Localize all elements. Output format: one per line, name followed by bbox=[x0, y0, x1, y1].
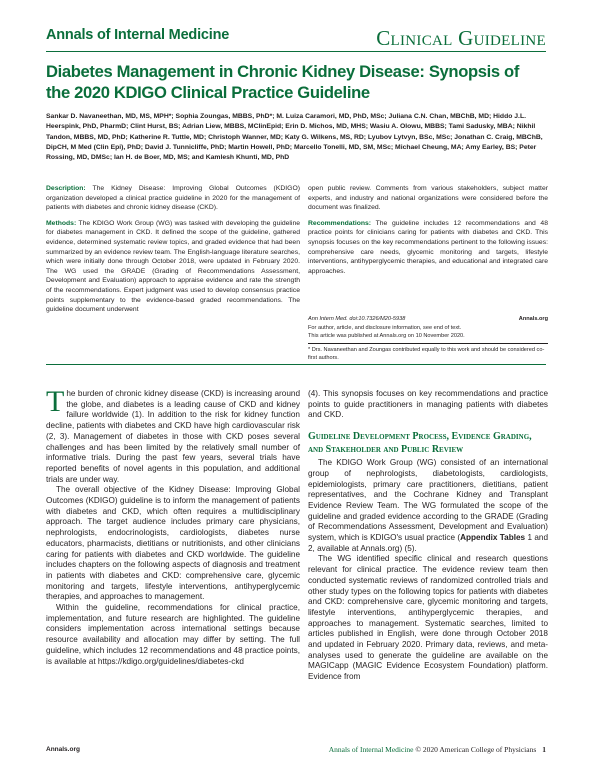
drop-cap: T bbox=[46, 385, 65, 418]
footer-journal: Annals of Internal Medicine bbox=[328, 745, 414, 754]
abstract-description bbox=[46, 184, 300, 213]
citation-site[interactable]: Annals.org bbox=[518, 316, 548, 322]
body-paragraph-2: The overall objective of the Kidney Disease: Improving Global Outcomes (KDIGO) guideline is to inform the management of patients with diabetes and CKD, which often requires a multidisciplinary approach. The target audience includes primary care physicians, nephrologists, endocrinologists, cardiologists, diabetes nurse educators, pharmacists, dietitians or nutritionists, and other clinicians caring for patients with diabetes and CKD worldwide. The guideline includes chapters on the following aspects of diagnosis and treatment in patients with diabetes and CKD: comprehensive care, glycemic monitoring and targets, lifestyle interventions, antihyperglycemic therapies, and approaches to management. bbox=[46, 485, 300, 602]
abstract-recommendations bbox=[308, 219, 548, 277]
body-right-column bbox=[308, 389, 548, 683]
citation-doi: Ann Intern Med. doi:10.7326/M20-5938 bbox=[308, 316, 406, 322]
body-paragraph-1 bbox=[46, 385, 300, 485]
citation-author-info: For author, article, and disclosure information, see end of text. bbox=[308, 324, 462, 331]
footer-info bbox=[329, 745, 546, 754]
description-label: Description: bbox=[46, 185, 86, 192]
body-paragraph-4: (4). This synopsis focuses on key recommendations and practice points to guide practitioners in managing patients with diabetes and CKD. bbox=[308, 389, 548, 420]
body-paragraph-1-text: he burden of chronic kidney disease (CKD) is increasing around the globe, and diabetes is a leading cause of CKD and kidney failure worldwide (1). In addition to the risk for kidney function decline, patients with diabetes and CKD have high cardiovascular risk (2, 3). Management of diabetes in those with CKD poses several challenges and has been limited by the relatively small number of informative trials. During the past few years, several trials have reported benefits of novel agents in this population, and additional trials are under way. bbox=[46, 389, 300, 484]
body-paragraph-5-end: 1 and 2, available at Annals.org) (5). bbox=[308, 533, 549, 553]
methods-text: The KDIGO Work Group (WG) was tasked with developing the guideline for diabetes management in CKD. It defined the scope of the guideline, gathered evidence, determined systematic review topics, and graded evidence that had been summarized by an evidence review team. The English-language literature searches, which were initially done through October 2018, were updated in February 2020. The WG used the GRADE (Grading of Recommendations Assessment, Development and Evaluation) approach to appraise evidence and rate the strength of the recommendations. Expert judgment was used to develop consensus practice points supplementary to the evidence-based graded recommendations. The guideline document underwent bbox=[46, 219, 300, 314]
section-heading: Guideline Development Process, Evidence Grading, and Stakeholder and Public Review bbox=[308, 431, 532, 455]
methods-label: Methods: bbox=[46, 219, 77, 227]
header-rule bbox=[46, 51, 546, 52]
recommendations-label: Recommendations: bbox=[308, 219, 372, 227]
abstract-left-column bbox=[46, 184, 300, 320]
abstract-divider bbox=[46, 364, 546, 365]
citation-published: This article was published at Annals.org on 10 November 2020. bbox=[308, 333, 465, 339]
citation-block bbox=[308, 315, 548, 363]
page-number: 1 bbox=[542, 745, 546, 754]
citation-rule bbox=[308, 343, 548, 344]
recommendations-text: The guideline includes 12 recommendations and 48 practice points for clinicians caring for patients with diabetes and CKD. This synopsis focuses on the key recommendations pertinent to the following issues: comprehensive care needs, glycemic monitoring and targets, lifestyle interventions, antihyperglycemic therapies, and educational and integrated care approaches. bbox=[308, 219, 548, 275]
section-label: Clinical Guideline bbox=[376, 26, 546, 50]
abstract-right-column bbox=[308, 184, 548, 281]
abstract-methods bbox=[46, 219, 300, 315]
citation-footnote: * Drs. Navaneethan and Zoungas contributed equally to this work and should be considered co-first authors. bbox=[308, 346, 545, 361]
footer-copyright: © 2020 American College of Physicians bbox=[413, 745, 537, 754]
appendix-link[interactable]: Appendix Tables bbox=[460, 533, 526, 543]
article-title: Diabetes Management in Chronic Kidney Disease: Synopsis of the 2020 KDIGO Clinical Practice Guideline bbox=[46, 62, 520, 102]
body-paragraph-3: Within the guideline, recommendations for clinical practice, implementation, and future research are highlighted. The guideline considers implementation across international settings because resource availability and allocation may differ by setting. The full guideline, which includes 12 recommendations and 48 practice points, is available at https://kdigo.org/guidelines/diabetes-ckd bbox=[46, 603, 300, 666]
journal-name: Annals of Internal Medicine bbox=[46, 27, 230, 43]
body-paragraph-5 bbox=[308, 458, 548, 554]
author-list: Sankar D. Navaneethan, MD, MS, MPH*; Sophia Zoungas, MBBS, PhD*; M. Luiza Caramori, MD, PhD, MSc; Juliana C.N. Chan, MBChB, MD; Hiddo J.L. Heerspink, PhD, PharmD; Clint Hurst, BS; Adrian Liew, MBBS, MClinEpid; Erin D. Michos, MD, MHS; Wasiu A. Olowu, MBBS; Tami Sadusky, MBA; Nikhil Tandon, MBBS, MD, PhD; Katherine R. Tuttle, MD; Christoph Wanner, MD; Katy G. Wilkens, MS, RD; Lyubov Lytvyn, BSc, MSc; Jonathan C. Craig, MBChB, DipCH, M Med (Clin Epi), PhD; David J. Tunnicliffe, PhD; Martin Howell, PhD; Marcello Tonelli, MD, SM, MSc; Michael Cheung, MA; Amy Earley, BS; Peter Rossing, MD, DMSc; Ian H. de Boer, MD, MS; and Kamlesh Khunti, MD, PhD bbox=[46, 113, 543, 162]
body-paragraph-5-text: The KDIGO Work Group (WG) consisted of an international group of nephrologists, diabetologists, cardiologists, epidemiologists, primary care practitioners, dietitians, patient representatives, and the Cochrane Kidney and Transplant Evidence Review Team. The WG formulated the scope of the guideline and graded evidence according to the GRADE (Grading of Recommendations Assessment, Development and Evaluation) system, which is KDIGO's usual practice ( bbox=[308, 458, 548, 543]
body-left-column bbox=[46, 385, 300, 667]
description-text: The Kidney Disease: Improving Global Outcomes (KDIGO) organization developed a clinical practice guideline in 2020 for the management of patients with diabetes and chronic kidney disease (CKD). bbox=[46, 185, 300, 212]
methods-continued: open public review. Comments from various stakeholders, subject matter experts, and industry and national organizations were considered before the document was finalized. bbox=[308, 185, 548, 212]
footer-site[interactable]: Annals.org bbox=[46, 746, 80, 753]
body-paragraph-6: The WG identified specific clinical and research questions relevant for clinical practice. The evidence review team then conducted systematic reviews of randomized controlled trials and other study types on the following topics for patients with diabetes and CKD: comprehensive care, glycemic monitoring and targets, lifestyle interventions, antihyperglycemic therapies, and approaches to management. Systematic searches, limited to articles published in English, were done through October 2018 and updated in February 2020. Primary data, reviews, and meta-analyses used to generate the guideline are available on the MAGICapp (MAGIC Evidence Ecosystem Foundation) platform. Evidence from bbox=[308, 554, 548, 682]
